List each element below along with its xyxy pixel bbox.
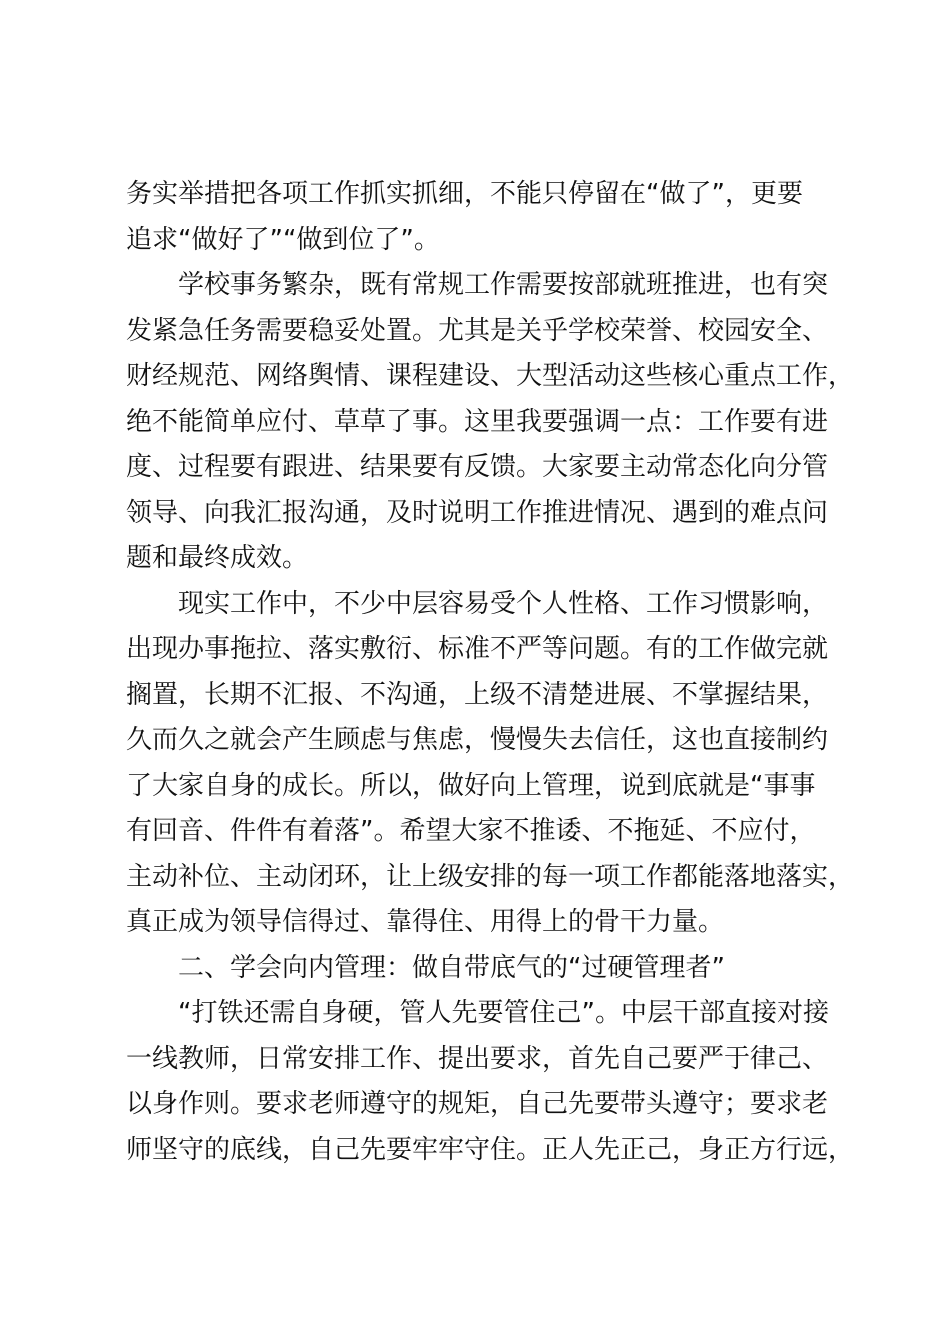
text-line: 了大家自身的成长。所以，做好向上管理，说到底就是“事事: [126, 770, 816, 801]
text-line: 务实举措把各项工作抓实抓细，不能只停留在“做了”，更要: [126, 179, 803, 209]
text-line: 绝不能简单应付、草草了事。这里我要强调一点：工作要有进: [126, 406, 829, 437]
text-line: 主动补位、主动闭环，让上级安排的每一项工作都能落地落实，: [126, 861, 855, 892]
text-line: 财经规范、网络舆情、课程建设、大型活动这些核心重点工作，: [126, 361, 855, 391]
text-line: 度、过程要有跟进、结果要有反馈。大家要主动常态化向分管: [126, 452, 829, 482]
text-line: 搁置，长期不汇报、不沟通，上级不清楚进展、不掌握结果，: [126, 679, 829, 710]
paragraph-start-line: 学校事务繁杂，既有常规工作需要按部就班推进，也有突: [178, 270, 829, 300]
section-heading: 二、学会向内管理：做自带底气的“过硬管理者”: [178, 952, 725, 983]
paragraph-start-line: “打铁还需自身硬，管人先要管住己”。中层干部直接对接: [178, 998, 829, 1028]
text-line: 一线教师，日常安排工作、提出要求，首先自己要严于律己、: [126, 1043, 829, 1074]
text-line: 出现办事拖拉、落实敷衍、标准不严等问题。有的工作做完就: [126, 634, 829, 664]
text-line: 发紧急任务需要稳妥处置。尤其是关乎学校荣誉、校园安全、: [126, 315, 829, 346]
text-line: 领导、向我汇报沟通，及时说明工作推进情况、遇到的难点问: [126, 497, 829, 528]
text-line: 师坚守的底线，自己先要牢牢守住。正人先正己，身正方行远，: [126, 1134, 855, 1165]
paragraph-start-line: 现实工作中，不少中层容易受个人性格、工作习惯影响，: [178, 588, 829, 619]
text-line: 题和最终成效。: [126, 543, 309, 573]
body-text: [126, 172, 856, 1173]
text-line: 久而久之就会产生顾虑与焦虑，慢慢失去信任，这也直接制约: [126, 725, 829, 755]
text-line: 有回音、件件有着落”。希望大家不推诿、不拖延、不应付，: [126, 816, 816, 846]
text-line: 真正成为领导信得过、靠得住、用得上的骨干力量。: [126, 907, 725, 937]
text-line: 以身作则。要求老师遵守的规矩，自己先要带头遵守；要求老: [126, 1089, 829, 1119]
text-line: 追求“做好了”“做到位了”。: [126, 224, 440, 255]
